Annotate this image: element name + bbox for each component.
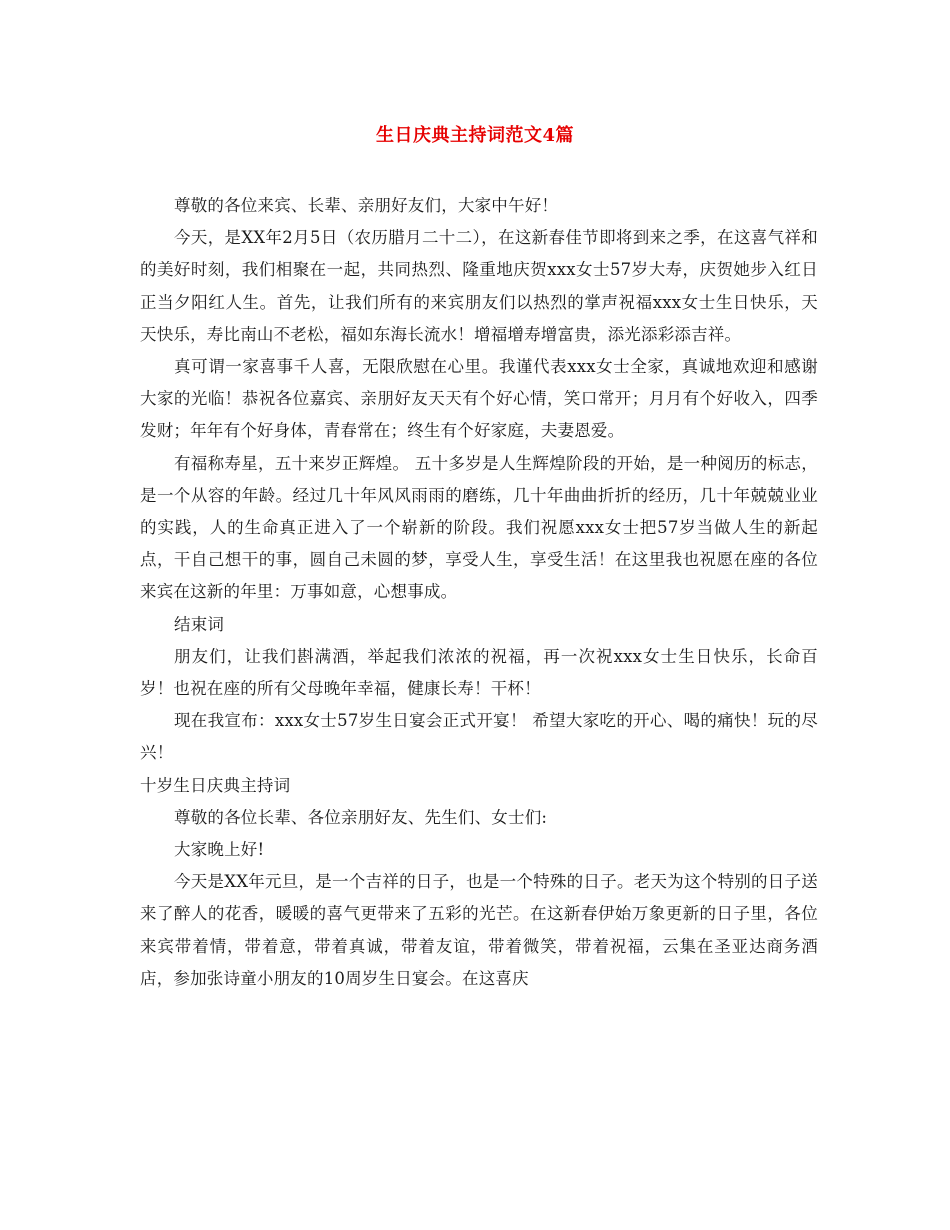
paragraph-toast: 朋友们，让我们斟满酒，举起我们浓浓的祝福，再一次祝xxx女士生日快乐，长命百岁！也祝在座的所有父母晚年幸福，健康长寿！干杯！ xyxy=(140,646,818,699)
paragraph-blessing: 有福称寿星，五十来岁正辉煌。 五十多岁是人生辉煌阶段的开始，是一种阅历的标志，是一个从容的年龄。经过几十年风风雨雨的磨练，几十年曲曲折折的经历，几十年兢兢业业的实践，人的生命真正进入了一个崭新的阶段。我们祝愿xxx女士把57岁当做人生的新起点，干自己想干的事，圆自己未圆的梦，享受人生，享受生活！在这里我也祝愿在座的各位来宾在这新的年里：万事如意，心想事成。 xyxy=(140,453,818,602)
paragraph-greeting: 尊敬的各位来宾、长辈、亲朋好友们，大家中午好！ xyxy=(174,196,559,215)
paragraph-announcement: 现在我宣布：xxx女士57岁生日宴会正式开宴！ 希望大家吃的开心、喝的痛快！玩的尽兴！ xyxy=(140,711,818,763)
paragraph-new-year: 今天是XX年元旦，是一个吉祥的日子，也是一个特殊的日子。老天为这个特别的日子送来了醉人的花香，暖暖的喜气更带来了五彩的光芒。在这新春伊始万象更新的日子里，各位来宾带着情，带着意，带着真诚，带着友谊，带着微笑，带着祝福，云集在圣亚达商务酒店，参加张诗童小朋友的10周岁生日宴会。在这喜庆 xyxy=(140,872,818,988)
paragraph-salutation: 尊敬的各位长辈、各位亲朋好友、先生们、女士们: xyxy=(174,807,548,827)
paragraph-closing-heading: 结束词 xyxy=(174,614,225,634)
document-body xyxy=(140,190,818,995)
document-title: 生日庆典主持词范文4篇 xyxy=(375,125,575,146)
paragraph-thanks: 真可谓一家喜事千人喜，无限欣慰在心里。我谨代表xxx女士全家，真诚地欢迎和感谢大家的光临！恭祝各位嘉宾、亲朋好友天天有个好心情，笑口常开；月月有个好收入，四季发财；年年有个好身体，青春常在；终生有个好家庭，夫妻恩爱。 xyxy=(140,357,818,441)
paragraph-evening-greeting: 大家晚上好! xyxy=(174,840,265,860)
section-heading: 十岁生日庆典主持词 xyxy=(140,775,291,795)
paragraph-opening: 今天，是XX年2月5日（农历腊月二十二），在这新春佳节即将到来之季，在这喜气祥和的美好时刻，我们相聚在一起，共同热烈、隆重地庆贺xxx女士57岁大寿，庆贺她步入红日正当夕阳红人生。首先，让我们所有的来宾朋友们以热烈的掌声祝福xxx女士生日快乐，天天快乐，寿比南山不老松，福如东海长流水！增福增寿增富贵，添光添彩添吉祥。 xyxy=(140,228,818,344)
